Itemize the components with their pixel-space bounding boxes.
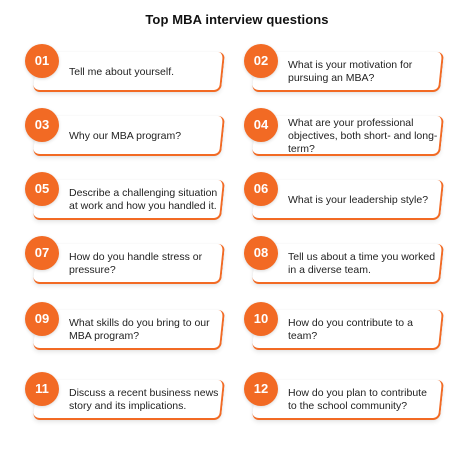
question-number-badge: 03 bbox=[25, 108, 59, 142]
question-card-03 bbox=[25, 108, 223, 156]
question-text: Tell us about a time you worked in a diverse team. bbox=[288, 251, 436, 276]
question-text: What is your leadership style? bbox=[288, 193, 429, 206]
question-card-12 bbox=[244, 372, 442, 420]
question-card-10 bbox=[244, 302, 442, 350]
question-card-11 bbox=[25, 372, 223, 420]
question-number-badge: 11 bbox=[25, 372, 59, 406]
question-number-badge: 07 bbox=[25, 236, 59, 270]
question-text: How do you handle stress or pressure? bbox=[69, 251, 203, 276]
question-text: How do you plan to contribute to the school community? bbox=[288, 387, 427, 412]
question-number-badge: 08 bbox=[244, 236, 278, 270]
question-number-badge: 09 bbox=[25, 302, 59, 336]
question-text: Tell me about yourself. bbox=[69, 65, 175, 78]
question-text: Discuss a recent business news story and its implications. bbox=[69, 387, 219, 412]
question-text: Why our MBA program? bbox=[69, 129, 182, 142]
question-card-08 bbox=[244, 236, 442, 284]
question-card-07 bbox=[25, 236, 223, 284]
question-number-badge: 10 bbox=[244, 302, 278, 336]
question-number-badge: 04 bbox=[244, 108, 278, 142]
question-number-badge: 01 bbox=[25, 44, 59, 78]
question-text: Describe a challenging situation at work and how you handled it. bbox=[69, 187, 218, 212]
question-text: How do you contribute to a team? bbox=[288, 317, 413, 342]
question-number-badge: 06 bbox=[244, 172, 278, 206]
question-card-05 bbox=[25, 172, 223, 220]
question-number-badge: 12 bbox=[244, 372, 278, 406]
question-text: What are your professional objectives, both short- and long-term? bbox=[288, 116, 438, 155]
question-number-badge: 02 bbox=[244, 44, 278, 78]
page-title: Top MBA interview questions bbox=[145, 12, 329, 27]
question-card-09 bbox=[25, 302, 223, 350]
question-card-04 bbox=[244, 108, 442, 156]
question-text: What is your motivation for pursuing an MBA? bbox=[288, 59, 413, 84]
question-card-06 bbox=[244, 172, 442, 220]
question-number-badge: 05 bbox=[25, 172, 59, 206]
question-text: What skills do you bring to our MBA program? bbox=[69, 317, 210, 342]
question-card-02 bbox=[244, 44, 442, 92]
question-card-01 bbox=[25, 44, 223, 92]
